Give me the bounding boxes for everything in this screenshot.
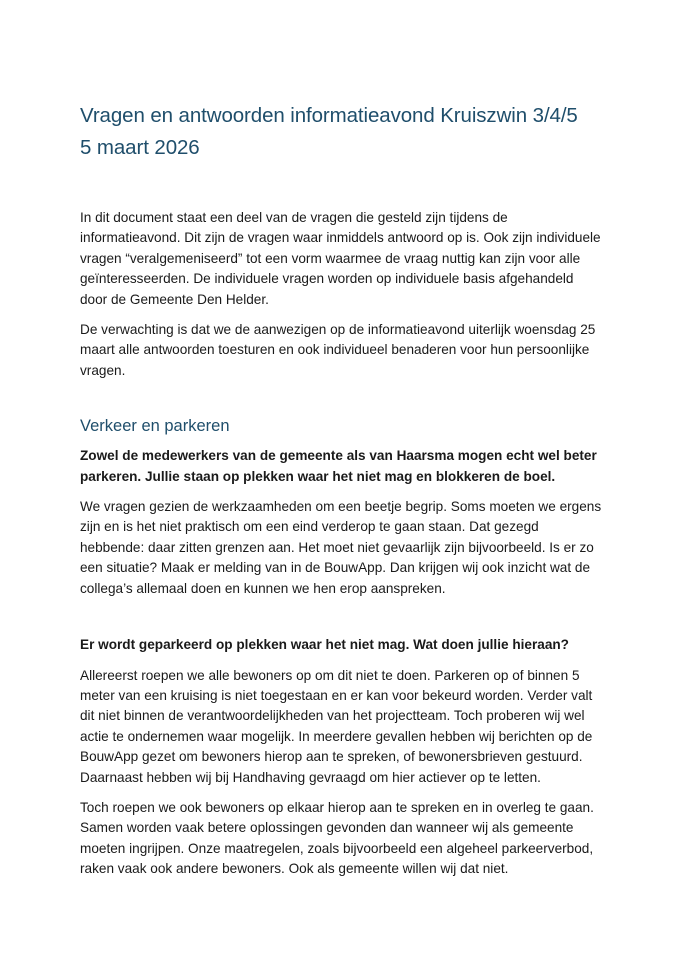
title-line-1: Vragen en antwoorden informatieavond Kruiszwin 3/4/5 bbox=[80, 104, 578, 127]
document-title bbox=[80, 100, 602, 164]
question: Er wordt geparkeerd op plekken waar het niet mag. Wat doen jullie hieraan? bbox=[80, 637, 569, 653]
intro-section bbox=[80, 208, 602, 381]
answer-paragraph: Toch roepen we ook bewoners op elkaar hierop aan te spreken en in overleg te gaan. Samen worden vaak betere oplossingen gevonden dan wanneer wij als gemeente moeten ingrijpen. Onze maatregelen, zoals bijvoorbeeld een algeheel parkeerverbod, raken vaak ook andere bewoners. Ook als gemeente willen wij dat niet. bbox=[80, 799, 594, 877]
qa-item bbox=[80, 446, 602, 599]
intro-paragraph: De verwachting is dat we de aanwezigen op de informatieavond uiterlijk woensdag 25 maart alle antwoorden toesturen en ook individueel benaderen voor hun persoonlijke vragen. bbox=[80, 322, 596, 378]
qa-item bbox=[80, 635, 602, 879]
title-line-2: 5 maart 2026 bbox=[80, 136, 200, 159]
intro-paragraph: In dit document staat een deel van de vragen die gesteld zijn tijdens de informatieavond. Dit zijn de vragen waar inmiddels antwoord op is. Ook zijn individuele vragen “veralgemeniseerd” tot een vorm waarmee de vraag nuttig kan zijn voor alle geïnteresseerden. De individuele vragen worden op individuele basis afgehandeld door de Gemeente Den Helder. bbox=[80, 210, 601, 307]
document-content bbox=[80, 100, 602, 890]
question: Zowel de medewerkers van de gemeente als van Haarsma mogen echt wel beter parkeren. Jullie staan op plekken waar het niet mag en blokkeren de boel. bbox=[80, 448, 597, 484]
section-heading: Verkeer en parkeren bbox=[80, 417, 230, 436]
answer-paragraph: Allereerst roepen we alle bewoners op om dit niet te doen. Parkeren op of binnen 5 meter van een kruising is niet toegestaan en er kan voor bekeurd worden. Verder valt dit niet binnen de verantwoordelijkheden van het projectteam. Toch proberen wij wel actie te ondernemen waar mogelijk. In meerdere gevallen hebben wij berichten op de BouwApp gezet om bewoners hierop aan te spreken, of bewonersbrieven gestuurd. Daarnaast hebben wij bij Handhaving gevraagd om hier actiever op te letten. bbox=[80, 667, 593, 785]
answer-paragraph: We vragen gezien de werkzaamheden om een beetje begrip. Soms moeten we ergens zijn en is het niet praktisch om een eind verderop te gaan staan. Dat gezegd hebbende: daar zitten grenzen aan. Het moet niet gevaarlijk zijn bijvoorbeeld. Is er zo een situatie? Maak er melding van in de BouwApp. Dan krijgen wij ook inzicht wat de collega’s allemaal doen en kunnen we hen erop aanspreken. bbox=[80, 499, 602, 596]
